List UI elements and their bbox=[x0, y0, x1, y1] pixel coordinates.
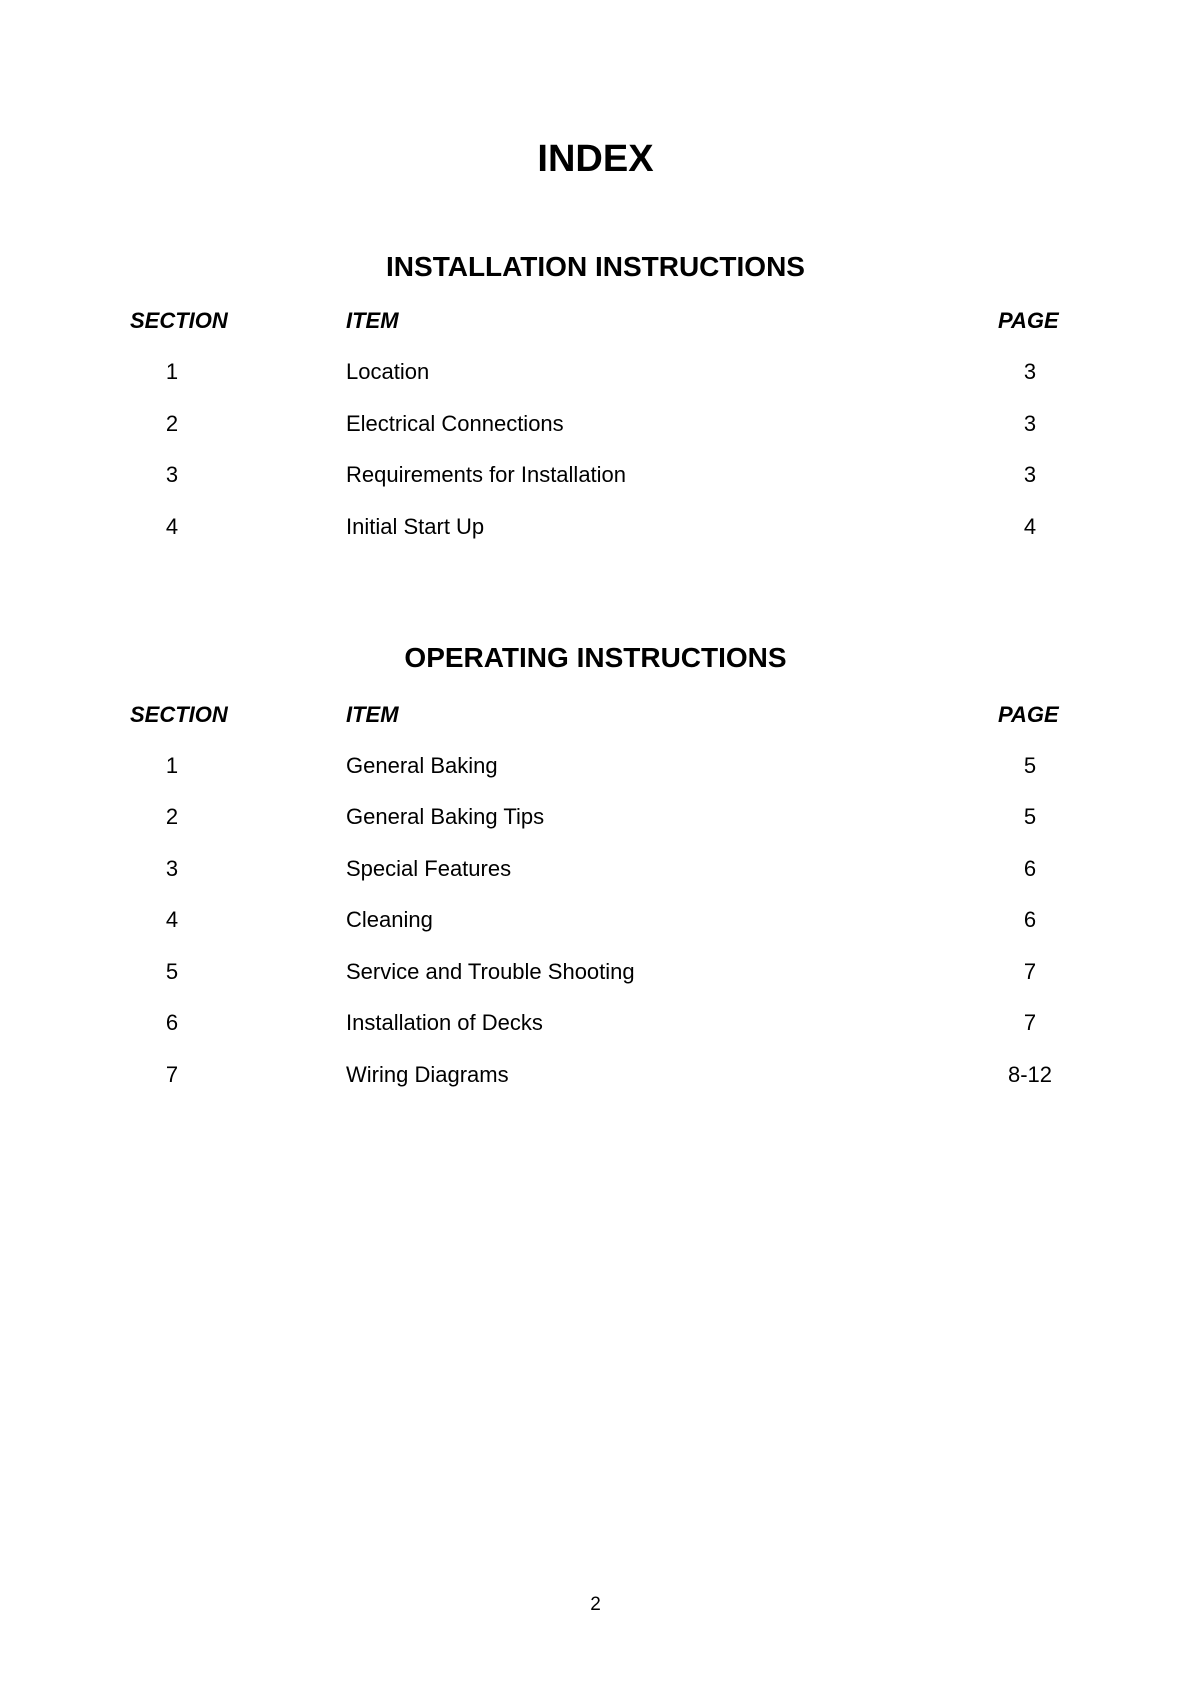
section-number: 4 bbox=[165, 907, 179, 932]
page-reference: 4 bbox=[1023, 514, 1037, 539]
operating-heading: OPERATING INSTRUCTIONS bbox=[404, 642, 787, 673]
item-label: Cleaning bbox=[346, 907, 433, 932]
item-label: Location bbox=[346, 359, 430, 384]
page-title: INDEX bbox=[537, 138, 654, 180]
page-number: 2 bbox=[590, 1594, 601, 1615]
item-label: Requirements for Installation bbox=[346, 462, 627, 487]
page-column-header: PAGE bbox=[998, 308, 1059, 333]
page-reference: 5 bbox=[1023, 804, 1037, 829]
section-number: 2 bbox=[165, 411, 179, 436]
page-reference: 3 bbox=[1023, 462, 1037, 487]
operating-table-header bbox=[0, 700, 1191, 730]
section-number: 3 bbox=[165, 856, 179, 881]
item-column-header: ITEM bbox=[346, 702, 399, 727]
table-row bbox=[0, 460, 1191, 490]
item-label: General Baking bbox=[346, 753, 498, 778]
item-label: Electrical Connections bbox=[346, 411, 564, 436]
item-label: Installation of Decks bbox=[346, 1010, 543, 1035]
section-number: 6 bbox=[165, 1010, 179, 1035]
item-label: Initial Start Up bbox=[346, 514, 485, 539]
page-column-header: PAGE bbox=[998, 702, 1059, 727]
section-number: 3 bbox=[165, 462, 179, 487]
table-row bbox=[0, 905, 1191, 935]
section-number: 1 bbox=[165, 753, 179, 778]
table-row bbox=[0, 1008, 1191, 1038]
page-reference: 3 bbox=[1023, 359, 1037, 384]
installation-table-header bbox=[0, 306, 1191, 336]
item-label: Wiring Diagrams bbox=[346, 1062, 509, 1087]
page-reference: 3 bbox=[1023, 411, 1037, 436]
table-row bbox=[0, 854, 1191, 884]
section-number: 5 bbox=[165, 959, 179, 984]
page-reference: 7 bbox=[1023, 1010, 1037, 1035]
table-row bbox=[0, 512, 1191, 542]
table-row bbox=[0, 1060, 1191, 1090]
section-number: 7 bbox=[165, 1062, 179, 1087]
item-label: Special Features bbox=[346, 856, 512, 881]
page-reference: 6 bbox=[1023, 856, 1037, 881]
table-row bbox=[0, 409, 1191, 439]
item-label: Service and Trouble Shooting bbox=[346, 959, 635, 984]
table-row bbox=[0, 957, 1191, 987]
section-column-header: SECTION bbox=[130, 702, 228, 727]
section-number: 2 bbox=[165, 804, 179, 829]
section-number: 4 bbox=[165, 514, 179, 539]
installation-heading: INSTALLATION INSTRUCTIONS bbox=[386, 251, 805, 282]
page-reference: 5 bbox=[1023, 753, 1037, 778]
table-row bbox=[0, 357, 1191, 387]
section-column-header: SECTION bbox=[130, 308, 228, 333]
page-reference: 6 bbox=[1023, 907, 1037, 932]
table-row bbox=[0, 802, 1191, 832]
item-label: General Baking Tips bbox=[346, 804, 545, 829]
section-number: 1 bbox=[165, 359, 179, 384]
page-reference: 8-12 bbox=[1007, 1062, 1053, 1087]
page-reference: 7 bbox=[1023, 959, 1037, 984]
table-row bbox=[0, 751, 1191, 781]
item-column-header: ITEM bbox=[346, 308, 399, 333]
